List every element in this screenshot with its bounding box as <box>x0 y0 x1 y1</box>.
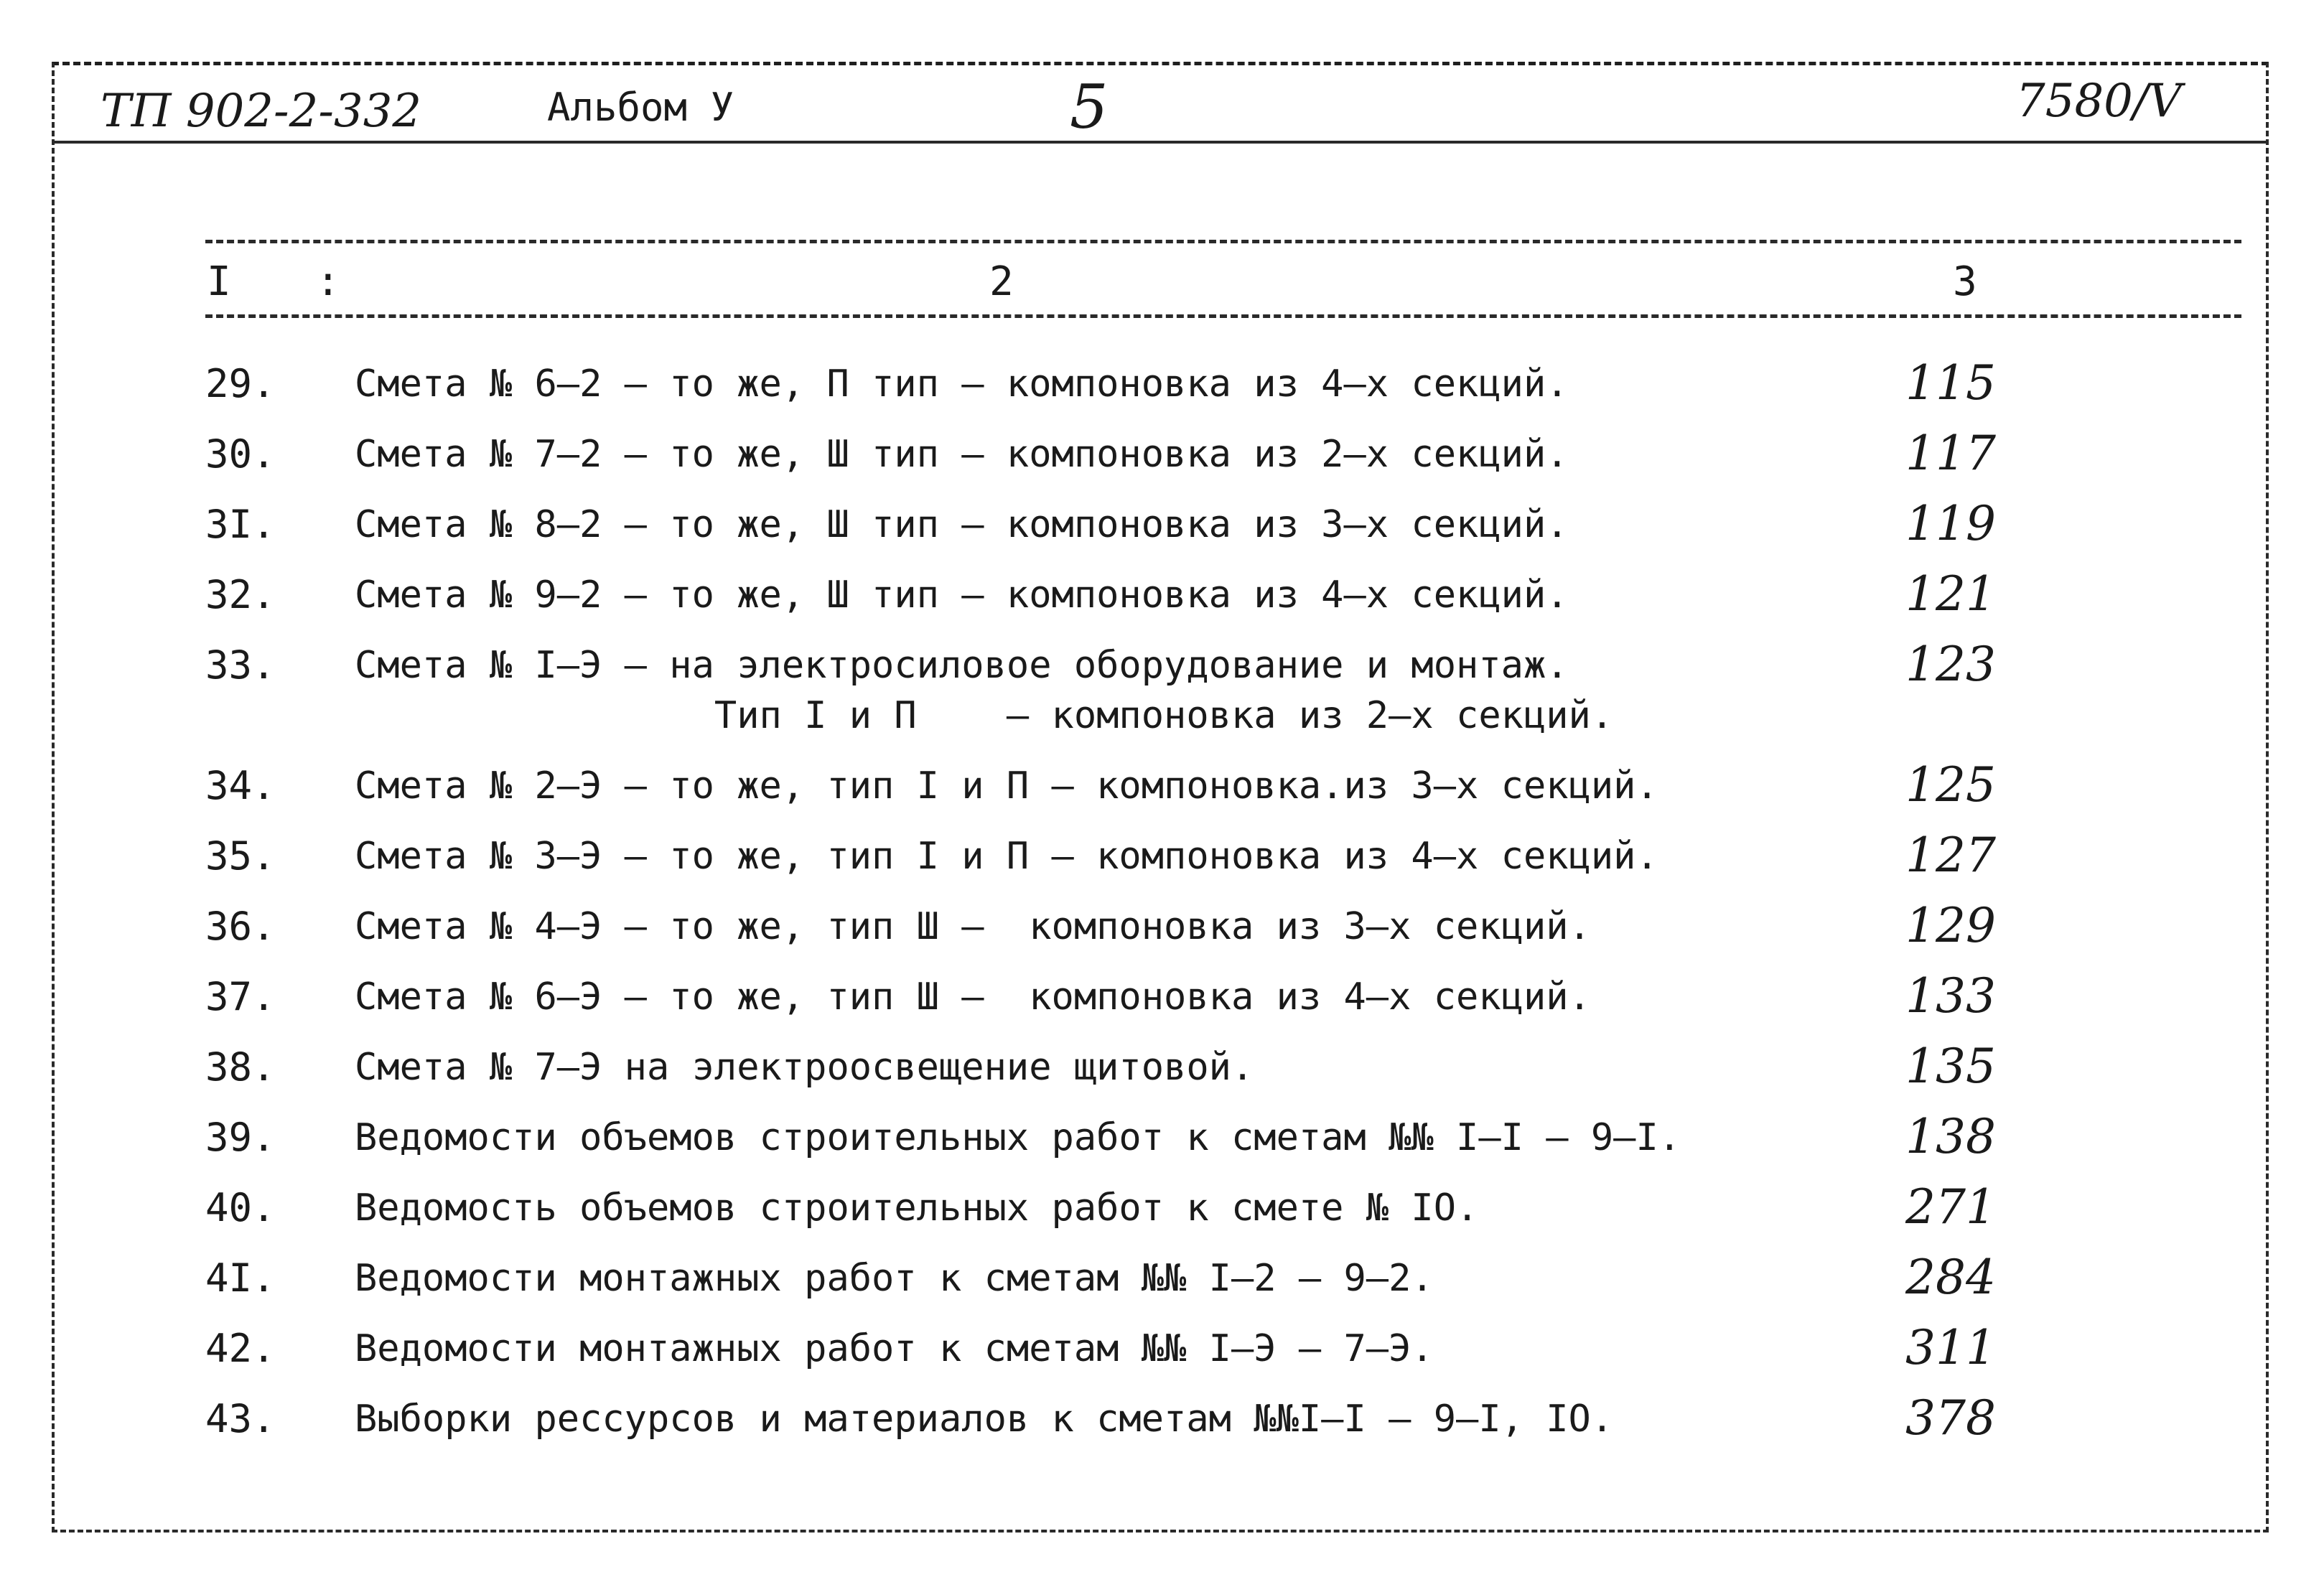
row-number: 34. <box>205 763 276 808</box>
table-row <box>205 496 2241 551</box>
row-page: 123 <box>1905 637 1996 692</box>
album-label: Альбом У <box>547 85 734 130</box>
row-number: 43. <box>205 1396 276 1441</box>
row-title: Ведомость объемов строительных работ к смете № IO. <box>355 1187 1479 1230</box>
row-page: 133 <box>1905 968 1996 1024</box>
table-row <box>205 355 2241 411</box>
table-row <box>205 1320 2241 1375</box>
table-row <box>205 898 2241 953</box>
row-number: 3I. <box>205 502 276 547</box>
row-number: 4I. <box>205 1255 276 1301</box>
row-number: 40. <box>205 1185 276 1230</box>
column-header-3: 3 <box>1953 258 1977 305</box>
row-title: Смета № 4–Э – то же, тип Ш – компоновка из 3–х секций. <box>355 905 1591 948</box>
row-number: 33. <box>205 642 276 688</box>
table-row <box>205 566 2241 622</box>
row-page: 129 <box>1905 898 1996 953</box>
row-number: 30. <box>205 431 276 477</box>
row-title: Смета № 7–2 – то же, Ш тип – компоновка из 2–х секций. <box>355 433 1569 476</box>
row-page: 378 <box>1905 1390 1996 1446</box>
row-title: Смета № 6–Э – то же, тип Ш – компоновка из 4–х секций. <box>355 975 1591 1019</box>
row-title: Смета № 9–2 – то же, Ш тип – компоновка из 4–х секций. <box>355 574 1569 617</box>
page-number: 5 <box>1070 72 1109 142</box>
document-code: ТП 902-2-332 <box>101 85 422 138</box>
header-rule <box>52 141 2266 144</box>
row-title: Ведомости монтажных работ к сметам №№ I–Э – 7–Э. <box>355 1327 1434 1370</box>
row-number: 32. <box>205 572 276 617</box>
row-page: 115 <box>1905 355 1996 411</box>
row-title: Ведомости монтажных работ к сметам №№ I–2 – 9–2. <box>355 1257 1434 1300</box>
row-title: Смета № 7–Э на электроосвещение щитовой. <box>355 1046 1254 1089</box>
row-number: 36. <box>205 904 276 949</box>
contents-table <box>205 355 2241 1464</box>
row-title: Смета № 8–2 – то же, Ш тип – компоновка из 3–х секций. <box>355 503 1569 546</box>
table-row <box>205 968 2241 1024</box>
row-number: 42. <box>205 1326 276 1371</box>
table-row <box>205 1109 2241 1164</box>
column-header-2: 2 <box>989 258 1014 305</box>
table-row <box>205 637 2241 741</box>
row-page: 125 <box>1905 757 1996 813</box>
row-page: 311 <box>1905 1320 1996 1375</box>
table-row <box>205 1250 2241 1305</box>
table-top-rule <box>205 240 2241 243</box>
row-title: Ведомости объемов строительных работ к сметам №№ I–I – 9–I. <box>355 1116 1681 1159</box>
inventory-number: 7580/V <box>2016 75 2182 128</box>
row-page: 138 <box>1905 1109 1996 1164</box>
row-number: 29. <box>205 361 276 406</box>
row-page: 119 <box>1905 496 1996 551</box>
table-row <box>205 426 2241 481</box>
row-number: 39. <box>205 1115 276 1160</box>
column-header-1: I <box>207 258 231 305</box>
row-number: 35. <box>205 833 276 879</box>
table-row <box>205 1039 2241 1094</box>
row-page: 284 <box>1905 1250 1996 1305</box>
row-title: Смета № I–Э – на электросиловое оборудование и монтаж. Тип I и П – компоновка из 2–х секций. <box>355 644 1614 737</box>
row-page: 117 <box>1905 426 1996 481</box>
row-page: 271 <box>1905 1179 1996 1235</box>
table-row <box>205 757 2241 813</box>
row-page: 121 <box>1905 566 1996 622</box>
row-page: 135 <box>1905 1039 1996 1094</box>
row-title: Выборки рессурсов и материалов к сметам №№I–I – 9–I, IO. <box>355 1398 1614 1441</box>
row-number: 37. <box>205 974 276 1019</box>
row-title: Смета № 6–2 – то же, П тип – компоновка из 4–х секций. <box>355 362 1569 406</box>
table-row <box>205 828 2241 883</box>
row-title: Смета № 2–Э – то же, тип I и П – компоновка.из 3–х секций. <box>355 764 1658 808</box>
row-title: Смета № 3–Э – то же, тип I и П – компоновка из 4–х секций. <box>355 835 1658 878</box>
table-row <box>205 1179 2241 1235</box>
column-separator: : <box>316 258 340 305</box>
row-page: 127 <box>1905 828 1996 883</box>
table-header-rule <box>205 314 2241 318</box>
table-row <box>205 1390 2241 1446</box>
row-number: 38. <box>205 1044 276 1090</box>
